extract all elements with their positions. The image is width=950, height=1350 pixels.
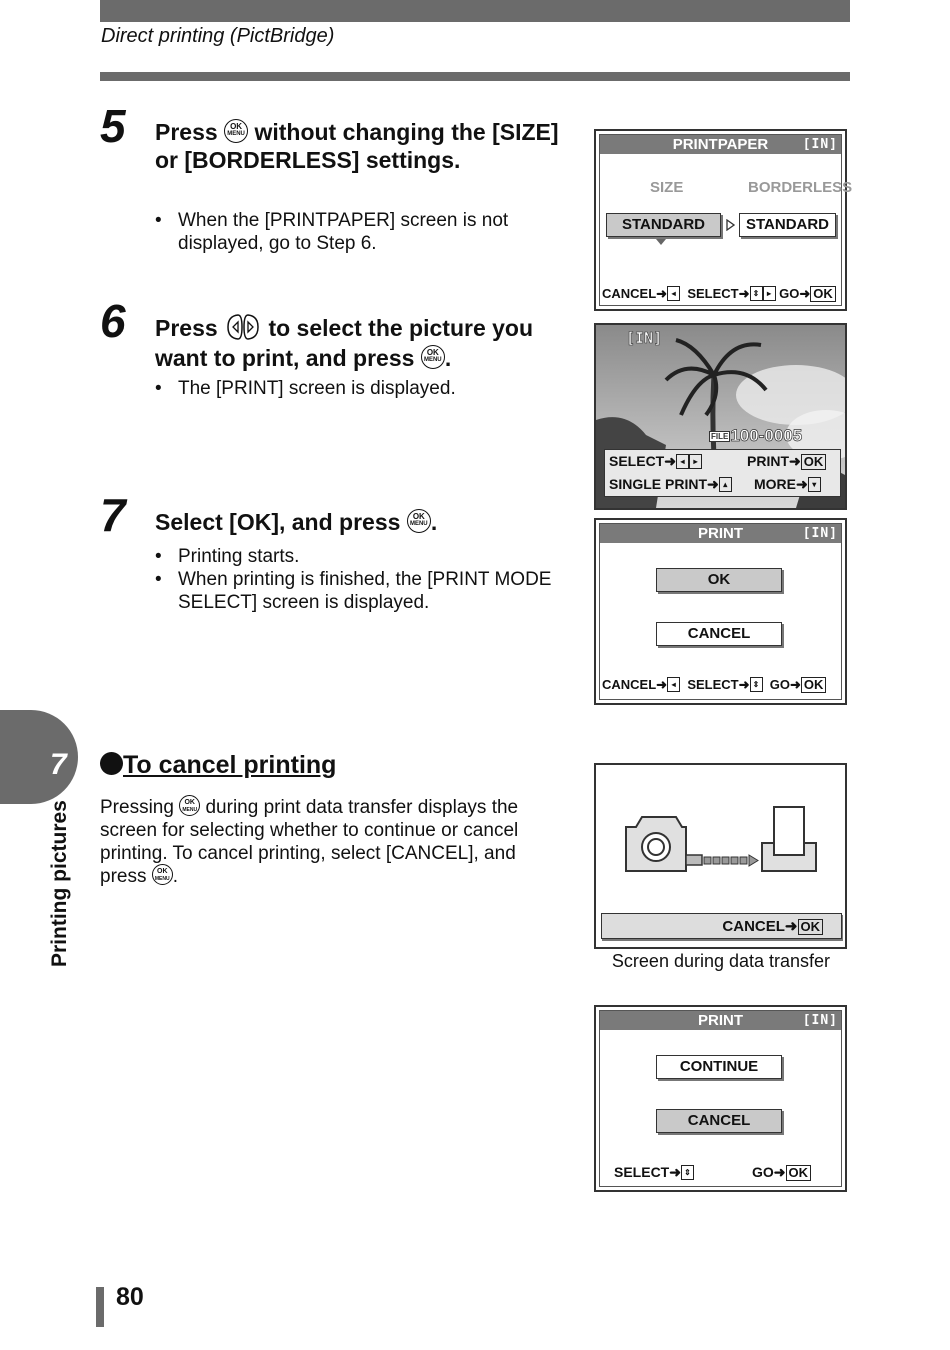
step-5-heading-post: without changing the [SIZE] or [BORDERLESS] settings. xyxy=(155,119,559,173)
cancel-bar[interactable]: CANCEL➜ OK xyxy=(601,913,842,939)
page-number-bar xyxy=(96,1287,104,1327)
right-key-icon: ▸ xyxy=(763,286,776,301)
down-key-icon: ▾ xyxy=(808,477,821,492)
list-item: • When the [PRINTPAPER] screen is not displayed, go to Step 6. xyxy=(155,209,555,255)
camera-to-printer-icon xyxy=(622,799,822,879)
select-hint: SELECT➜ ◂ ▸ xyxy=(609,453,702,470)
step-6-heading-pre: Press xyxy=(155,315,218,341)
header-title: Direct printing (PictBridge) xyxy=(101,25,335,47)
screen-title-bar: PRINT [IN] xyxy=(600,524,841,543)
chapter-number: 7 xyxy=(50,748,67,781)
step-7-heading: Select [OK], and press OK MENU . xyxy=(155,509,438,535)
cancel-section-body: Pressing OK MENU during print data transfer displays the screen for selecting whether to continue or cancel printing. To cancel printing, select [CANCEL], and press OK MENU . xyxy=(100,797,519,887)
cancel-section-heading: To cancel printing xyxy=(100,751,336,780)
list-item: • The [PRINT] screen is displayed. xyxy=(155,377,555,400)
step-5-bullets xyxy=(155,209,555,255)
page-number: 80 xyxy=(116,1283,144,1311)
up-key-icon: ▴ xyxy=(719,477,732,492)
memory-badge: [IN] xyxy=(802,137,838,152)
file-icon: FILE xyxy=(711,432,729,442)
single-print-hint: SINGLE PRINT➜ ▴ xyxy=(609,476,732,493)
step-7-number: 7 xyxy=(100,489,126,541)
ok-button-icon: OK MENU xyxy=(179,795,200,816)
ok-button-icon: OK MENU xyxy=(421,345,445,369)
screen-title-bar: PRINTPAPER [IN] xyxy=(600,135,841,154)
size-value-button[interactable]: STANDARD xyxy=(606,213,721,237)
down-triangle-icon xyxy=(655,238,667,246)
ok-option-button[interactable]: OK xyxy=(656,568,782,592)
file-number: FILE 100-0005 xyxy=(711,426,803,445)
print-hint: PRINT➜ OK xyxy=(747,453,826,470)
go-hint: GO➜ OK xyxy=(752,1164,811,1181)
print-confirm-screen xyxy=(594,518,847,705)
right-key-icon: ▸ xyxy=(689,454,702,469)
screen-footer: CANCEL➜ ◂ SELECT➜ ⇕ ▸ GO➜ OK xyxy=(602,286,836,302)
bullet-circle-icon xyxy=(100,752,123,775)
transfer-screen xyxy=(594,763,847,949)
borderless-label: BORDERLESS xyxy=(748,179,853,196)
left-key-icon: ◂ xyxy=(667,677,680,692)
screen-footer: CANCEL➜ ◂ SELECT➜ ⇕ GO➜ OK xyxy=(602,677,826,693)
up-down-key-icon: ⇕ xyxy=(750,677,763,692)
photo-menu-box xyxy=(604,449,841,497)
step-5-heading-pre: Press xyxy=(155,119,218,145)
continue-cancel-screen xyxy=(594,1005,847,1192)
left-key-icon: ◂ xyxy=(676,454,689,469)
ok-button-icon: OK MENU xyxy=(407,509,431,533)
chapter-label: Printing pictures xyxy=(48,800,71,967)
step-5-number: 5 xyxy=(100,100,126,152)
photo-print-screen xyxy=(594,323,847,510)
list-item: • When printing is finished, the [PRINT MODE SELECT] screen is displayed. xyxy=(155,568,555,614)
select-hint: SELECT➜ ⇕ xyxy=(614,1164,694,1181)
more-hint: MORE➜ ▾ xyxy=(754,476,821,493)
up-down-key-icon: ⇕ xyxy=(750,286,763,301)
memory-badge: [IN] xyxy=(626,329,663,347)
header-bar xyxy=(100,0,850,22)
memory-badge: [IN] xyxy=(802,526,838,541)
ok-button-icon: OK MENU xyxy=(224,119,248,143)
step-5-heading xyxy=(155,118,575,174)
borderless-value-button[interactable]: STANDARD xyxy=(739,213,836,237)
list-item: • Printing starts. xyxy=(155,545,555,568)
size-label: SIZE xyxy=(650,179,684,196)
step-6-number: 6 xyxy=(100,295,126,347)
screen-title-bar: PRINT [IN] xyxy=(600,1011,841,1030)
step-6-heading-mid: to select the picture you want to print, and press xyxy=(155,315,534,371)
left-key-icon: ◂ xyxy=(667,286,680,301)
cancel-option-button[interactable]: CANCEL xyxy=(656,622,782,646)
cancel-option-button[interactable]: CANCEL xyxy=(656,1109,782,1133)
up-down-key-icon: ⇕ xyxy=(681,1165,694,1180)
step-6-heading: Press to select the picture you want to print, and press OK MENU . xyxy=(155,314,575,372)
step-6-bullets xyxy=(155,377,555,400)
memory-badge: [IN] xyxy=(802,1013,838,1028)
ok-button-icon: OK MENU xyxy=(152,864,173,885)
right-triangle-icon xyxy=(726,219,735,231)
step-7-heading-pre: Select [OK], and press xyxy=(155,509,401,535)
header-rule xyxy=(100,72,850,81)
transfer-caption: Screen during data transfer xyxy=(611,951,831,971)
step-7-bullets xyxy=(155,545,555,614)
printpaper-screen xyxy=(594,129,853,311)
continue-option-button[interactable]: CONTINUE xyxy=(656,1055,782,1079)
left-right-arrows-icon xyxy=(224,313,262,341)
